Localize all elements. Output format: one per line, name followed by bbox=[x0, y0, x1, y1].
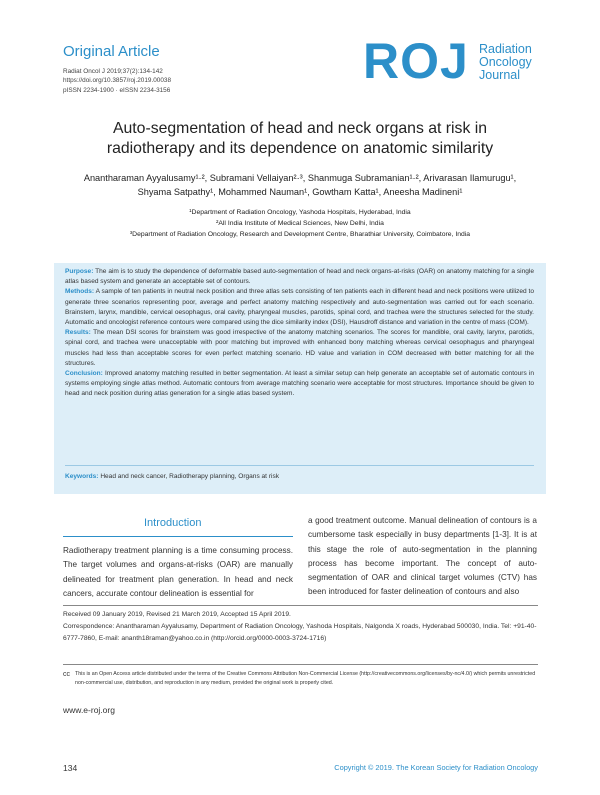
article-meta bbox=[63, 67, 171, 95]
abstract-label: Conclusion: bbox=[65, 370, 103, 378]
page-number: 134 bbox=[63, 763, 78, 773]
abstract-text: The mean DSI scores for brainstem was good irrespective of the anatomy matching scenarios. The scores for mandible, oral cavity, larynx, parotids, spinal cord, and trachea were unacceptable with poor matching but improved with enhanced bony matching whereas cervical oesophagus and pharyngeal muscles had less than acceptable scores for even perfect matching scenario. HD value and variation in COM decreased with better matching for all the structures. bbox=[65, 329, 534, 367]
logo-line: Journal bbox=[479, 68, 520, 83]
issn: pISSN 2234-1900 · eISSN 2234-3156 bbox=[63, 86, 171, 94]
abstract-label: Purpose: bbox=[65, 268, 94, 275]
keywords bbox=[65, 473, 279, 480]
intro-divider bbox=[63, 536, 293, 537]
abstract-label: Results: bbox=[65, 329, 91, 337]
author-line: Anantharaman Ayyalusamy¹·², Subramani Vellaiyan²·³, Shanmuga Subramanian¹·², Arivarasan Ilamurugu¹, bbox=[83, 173, 517, 183]
intro-left-column: Radiotherapy treatment planning is a time consuming process. The target volumes and organs-at-risks (OAR) are manually delineated for treatment plan generation. In head and neck cancers, accurate contour delineation is essential for bbox=[63, 546, 293, 598]
abstract-text: The aim is to study the dependence of deformable based auto-segmentation of head and neck organs-at-risks (OAR) on anatomy matching for a single atlas based system and generate an acceptable set of contours. bbox=[65, 268, 534, 286]
received-dates: Received 09 January 2019, Revised 21 March 2019, Accepted 15 April 2019. bbox=[63, 611, 291, 618]
abstract-methods bbox=[65, 287, 534, 328]
title-line: Auto-segmentation of head and neck organs at risk in bbox=[112, 120, 488, 137]
keywords-divider bbox=[65, 465, 534, 466]
abstract-box bbox=[54, 263, 546, 494]
intro-right-column: a good treatment outcome. Manual delineation of contours is a cumbersome task especially in busy departments [1-3]. It is at this stage the role of auto-segmentation in the planning process has become important. The concept of auto-segmentation of OAR and clinical target volumes (CTV) has been introduced for faster delineation of contours and also bbox=[308, 516, 537, 597]
license-divider bbox=[63, 664, 538, 665]
author-line: Shyama Satpathy¹, Mohammed Nauman¹, Gowtham Katta¹, Aneesha Madineni¹ bbox=[137, 187, 463, 197]
affiliation: ²All India Institute of Medical Sciences, New Delhi, India bbox=[216, 220, 384, 227]
abstract-conclusion bbox=[65, 369, 534, 400]
creative-commons-icon: cc bbox=[63, 671, 70, 678]
abstract-results bbox=[65, 328, 534, 369]
logo-text bbox=[479, 43, 532, 83]
abstract-label: Methods: bbox=[65, 288, 95, 296]
author-list bbox=[55, 171, 545, 199]
affiliations bbox=[55, 207, 545, 240]
license-text: This is an Open Access article distributed under the terms of the Creative Commons Attribution Non-Commercial License (http://creativecommons.org/licenses/by-nc/4.0/) which permits unrestricted non-commercial use, distribution, and reproduction in any medium, provided the original work is properly cited. bbox=[75, 671, 536, 686]
abstract-text: A sample of ten patients in neutral neck position and three atlas sets consisting of ten patients each in different head and neck positions were utilized to generate three scenarios representing poor, average and perfect anatomy matching respectively and auto-segmentation was carried out for each scenario. Brainstem, larynx, mandible, cervical oesophagus, oral cavity, pharyngeal muscles, parotids, spinal cord, and trachea were the structures selected for the study. Automatic and oncologist reference contours were compared using the dice similarity index (DSI), Hausdroff distance and variation in the centre of mass (COM). bbox=[65, 288, 535, 327]
logo-mark: ROJ bbox=[363, 33, 469, 89]
keywords-label: Keywords: bbox=[65, 473, 99, 480]
doi-link[interactable]: https://doi.org/10.3857/roj.2019.00038 bbox=[63, 77, 172, 85]
journal-logo bbox=[363, 33, 543, 91]
copyright: Copyright © 2019. The Korean Society for Radiation Oncology bbox=[334, 763, 538, 772]
section-label: Original Article bbox=[63, 43, 160, 60]
affiliation: ³Department of Radiation Oncology, Research and Development Centre, Bharathiar University, Coimbatore, India bbox=[129, 231, 471, 238]
abstract-text: Improved anatomy matching resulted in better segmentation. At least a similar setup can help generate an acceptable set of automatic contours in systems employing single atlas method. Automatic contours from average matching scenario were acceptable for most structures. Importance should be given to head and neck position during atlas generation for a single atlas based system. bbox=[65, 370, 534, 398]
intro-heading: Introduction bbox=[144, 517, 202, 529]
logo-line: Oncology bbox=[479, 55, 532, 70]
article-title bbox=[50, 119, 550, 159]
affiliation: ¹Department of Radiation Oncology, Yashoda Hospitals, Hyderabad, India bbox=[189, 209, 411, 216]
abstract-purpose bbox=[65, 267, 534, 287]
title-line: radiotherapy and its dependence on anatomic similarity bbox=[106, 140, 494, 157]
keywords-text: Head and neck cancer, Radiotherapy planning, Organs at risk bbox=[100, 473, 280, 480]
logo-line: Radiation bbox=[479, 42, 532, 56]
correspondence: Correspondence: Anantharaman Ayyalusamy, Department of Radiation Oncology, Yashoda Hospitals, Nalgonda X roads, Hyderabad 500030, India. Tel: +91-40-6777-7860, E-mail: ananth18raman@yahoo.co.in (http://orcid.org/0000-0003-3724-1716) bbox=[63, 623, 537, 643]
journal-reference: Radiat Oncol J 2019;37(2):134-142 bbox=[63, 68, 163, 75]
footnote-divider bbox=[63, 605, 538, 606]
footnotes bbox=[63, 609, 538, 646]
journal-website-link[interactable]: www.e-roj.org bbox=[63, 705, 115, 715]
